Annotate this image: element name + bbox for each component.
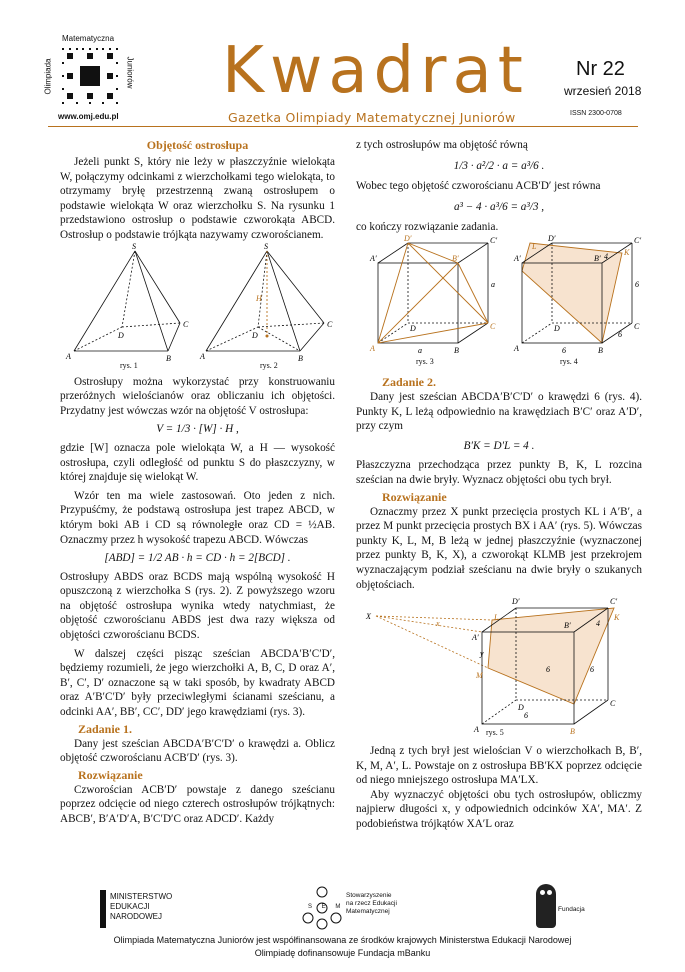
svg-text:A: A [514, 343, 519, 353]
svg-text:a: a [491, 279, 495, 289]
mbank-foundation-logo [534, 884, 614, 928]
newspaper-subtitle: Gazetka Olimpiady Matematycznej Juniorów [228, 110, 516, 125]
svg-text:A: A [66, 351, 71, 361]
solution1-text: Czworościan ACB′D′ powstaje z danego sześcianu poprzez odcięcie od niego czterech ostrosłupów trójkątnych: ABCB′, B′A′D′A, B′C′D′C oraz ADCD′. Każdy [60, 783, 335, 825]
paragraph-trapezoid: Wzór ten ma wiele zastosowań. Oto jeden z nich. Przypuśćmy, że podstawą ostrosłupa jest trapez ABCD, w którym boki AB i CD są równoległe oraz CD = ½AB. Oznaczmy przez h wysokość trapezu ABCD. Wówczas [60, 489, 335, 546]
figures-3-4 [356, 235, 642, 375]
sem-line1: Stowarzyszenie [346, 892, 392, 899]
ministry-line2: EDUKACJI [110, 902, 150, 911]
right-column [356, 138, 642, 832]
issue-date: wrzesień 2018 [564, 84, 642, 98]
figure-cube-3 [356, 235, 496, 365]
svg-text:A: A [474, 725, 479, 735]
svg-text:D′: D′ [404, 233, 412, 243]
fundacja-label: Fundacja [558, 906, 585, 913]
svg-text:B: B [298, 353, 303, 363]
svg-text:C: C [327, 319, 333, 329]
logo-text-top: Matematyczna [62, 34, 115, 43]
svg-text:S: S [132, 241, 136, 251]
svg-text:M: M [476, 671, 483, 681]
task1-heading: Zadanie 1. [78, 721, 133, 736]
svg-text:B′: B′ [594, 253, 601, 263]
eagle-icon [100, 890, 106, 928]
header-rule [48, 126, 638, 127]
task1-text: Dany jest sześcian ABCDA′B′C′D′ o krawędzi a. Oblicz objętość czworościanu ACB′D′ (rys. 3). [60, 737, 335, 765]
ministry-line3: NARODOWEJ [110, 912, 162, 921]
right-paragraph-3: co kończy rozwiązanie zadania. [356, 221, 499, 234]
right-paragraph-1: z tych ostrosłupów ma objętość równą [356, 139, 528, 151]
fig3-caption: rys. 3 [416, 356, 434, 366]
solution2-heading: Rozwiązanie [382, 489, 447, 504]
issn: ISSN 2300-0708 [570, 110, 622, 117]
svg-text:C: C [634, 321, 640, 331]
figures-1-2 [60, 243, 335, 375]
svg-text:B′: B′ [564, 621, 571, 631]
paragraph-usage: Ostrosłupy można wykorzystać przy konstruowaniu przeróżnych wielościanów oraz obliczaniu ich objętości. Przydatny jest wówczas wzór na objętość V ostrosłupa: [60, 375, 335, 417]
figure-cube-4 [500, 235, 640, 365]
footer-line-1: Olimpiada Matematyczna Juniorów jest współfinansowana ze środków krajowych Ministerstwa Edukacji Narodowej [113, 935, 572, 945]
svg-text:D′: D′ [548, 233, 556, 243]
footer-line-2: Olimpiadę dofinansowuje Fundacja mBanku [254, 948, 431, 958]
right-paragraph-4: Jedną z tych brył jest wielościan V o wierzchołkach B, B′, K, M, A′, L. Powstaje on z ostrosłupa BB′KX poprzez odcięcie od niego mniejszego ostrosłupa MA′LX. [356, 745, 642, 787]
svg-text:A: A [200, 351, 205, 361]
sierpinski-carpet-icon [60, 46, 120, 106]
owl-eye-icon [540, 890, 545, 895]
sem-line3: Matematycznej [346, 908, 390, 915]
svg-text:D: D [118, 330, 124, 340]
right-paragraph-5: Aby wyznaczyć objętości obu tych ostrosłupów, obliczmy najpierw długości x, y odpowiednich odcinków XA′, MA′. Z podobieństwa trójkątów XA′L oraz [356, 788, 642, 831]
logo-text-left: Olimpiada [43, 58, 53, 95]
right-paragraph-2: Wobec tego objętość czworościanu ACB′D′ jest równa [356, 180, 601, 193]
svg-text:B: B [166, 353, 171, 363]
svg-text:4: 4 [596, 619, 600, 629]
formula-bk: B′K = D′L = 4 . [463, 439, 535, 452]
sem-letters: S E M [308, 904, 345, 910]
svg-text:C: C [610, 699, 616, 709]
svg-text:B: B [570, 727, 575, 737]
ministry-logo [100, 890, 180, 930]
svg-text:A′: A′ [472, 633, 479, 643]
svg-text:C: C [183, 319, 189, 329]
svg-text:A: A [370, 343, 375, 353]
fig2-caption: rys. 2 [260, 360, 278, 370]
solution1-heading: Rozwiązanie [78, 767, 143, 782]
issue-number: Nr 22 [576, 58, 625, 80]
task2-text: Dany jest sześcian ABCDA′B′C′D′ o krawędzi 6 (rys. 4). Punkty K, L leżą odpowiednio na krawędziach B′C′ oraz A′D′, przy czym [356, 390, 642, 433]
svg-text:D: D [518, 703, 524, 713]
sem-line2: na rzecz Edukacji [346, 900, 397, 907]
formula-small-volume: 1/3 · a²/2 · a = a³/6 . [453, 159, 545, 172]
paragraph-intro: Jeżeli punkt S, który nie leży w płaszczyźnie wielokąta W, połączymy odcinkami z wierzchołkami tego wielokąta, to otrzymamy bryłę przestrzenną zwaną ostrosłupem o podstawie wielokąta W oraz wierzchołku S. Na rysunku 1 przedstawiono ostrosłup o podstawie czworokąta ABCD. Ostrosłup o podstawie trójkąta nazywamy czworościanem. [60, 156, 335, 241]
svg-text:C′: C′ [610, 597, 618, 607]
svg-text:B: B [454, 345, 459, 355]
svg-text:B: B [598, 345, 603, 355]
task2-text-b: Płaszczyzna przechodząca przez punkty B, K, L rozcina sześcian na dwie bryły. Wyznacz objętości obu tych brył. [356, 459, 642, 486]
logo-url: www.omj.edu.pl [58, 112, 119, 121]
svg-text:H: H [256, 293, 262, 303]
svg-text:S: S [264, 241, 268, 251]
svg-text:D: D [410, 323, 416, 333]
formula-volume: V = 1/3 · [W] · H , [156, 423, 239, 436]
svg-text:A′: A′ [370, 253, 377, 263]
paragraph-definition: gdzie [W] oznacza pole wielokąta W, a H — wysokość ostrosłupa, czyli odległość od punktu S do płaszczyzny, w której znajduje się wielokąt W. [60, 441, 335, 484]
svg-text:A′: A′ [514, 253, 521, 263]
left-column [60, 138, 335, 827]
svg-text:6: 6 [562, 345, 566, 355]
logo-text-right: Juniorów [125, 56, 135, 89]
svg-text:a: a [418, 345, 422, 355]
svg-text:6: 6 [618, 329, 622, 339]
article-heading: Objętość ostrosłupa [146, 138, 249, 152]
owl-icon [536, 884, 556, 928]
solution2-text: Oznaczmy przez X punkt przecięcia prostych KL i A′B′, a przez M punkt przecięcia prostych BX i AA′ (rys. 5). Wówczas punkty K, L, M, B leżą w jednej płaszczyźnie (wyznaczonej przez punkty B, K, X), a czworokąt KLMB jest przekrojem wyznaczającym podział sześcianu na dwie bryły o szukanych objętościach. [356, 505, 642, 591]
svg-text:C′: C′ [490, 235, 498, 245]
figure-5-wrap [356, 592, 642, 738]
omj-logo [43, 34, 135, 126]
svg-text:D′: D′ [512, 597, 520, 607]
owl-eye-icon-2 [547, 890, 552, 895]
fig5-caption: rys. 5 [486, 728, 504, 738]
svg-text:L: L [494, 613, 499, 623]
formula-tetra-volume: a³ − 4 · a³/6 = a³/3 , [453, 200, 545, 213]
figure-pyramid-2 [200, 243, 340, 371]
svg-text:6: 6 [524, 711, 528, 721]
svg-text:C′: C′ [634, 235, 642, 245]
svg-text:X: X [366, 612, 371, 622]
svg-text:x: x [436, 619, 440, 629]
fig1-caption: rys. 1 [120, 360, 138, 370]
svg-text:6: 6 [635, 279, 639, 289]
svg-text:4: 4 [604, 251, 608, 261]
figure-pyramid-1 [60, 243, 200, 371]
fig4-caption: rys. 4 [560, 356, 578, 366]
svg-text:D: D [252, 330, 258, 340]
svg-text:K: K [624, 247, 630, 257]
newspaper-title: Kwadrat [222, 34, 529, 108]
paragraph-cube: W dalszej części pisząc sześcian ABCDA′B′C′D′, będziemy rozumieli, że jego wierzchołki A, B, C, D oraz A′, B′, C′, D′ oznaczone są w taki sposób, by kwadraty ABCD oraz A′B′C′D′ były przeciwległymi ścianami sześcianu, a odcinki AA′, BB′, CC′, DD′ jego krawędziami (rys. 3). [60, 647, 335, 719]
sem-logo [302, 886, 412, 932]
svg-text:D: D [554, 323, 560, 333]
svg-text:L: L [532, 241, 537, 251]
paragraph-pyramids: Ostrosłupy ABDS oraz BCDS mają wspólną wysokość H opuszczoną z wierzchołka S (rys. 2). Z powyższego wzoru na objętość ostrosłupa wynika wtedy natychmiast, że objętość czworościanu ABDS jest dwa razy większa od objętości czworościanu BCDS. [60, 570, 335, 642]
svg-text:K: K [614, 613, 620, 623]
task2-heading: Zadanie 2. [382, 374, 437, 389]
svg-text:6: 6 [590, 665, 594, 675]
formula-trapezoid: [ABD] = 1/2 AB · h = CD · h = 2[BCD] . [104, 552, 291, 565]
svg-text:6: 6 [546, 665, 550, 675]
svg-text:y: y [480, 649, 484, 659]
svg-text:B′: B′ [452, 253, 459, 263]
ministry-line1: MINISTERSTWO [110, 892, 173, 901]
svg-text:C: C [490, 321, 496, 331]
